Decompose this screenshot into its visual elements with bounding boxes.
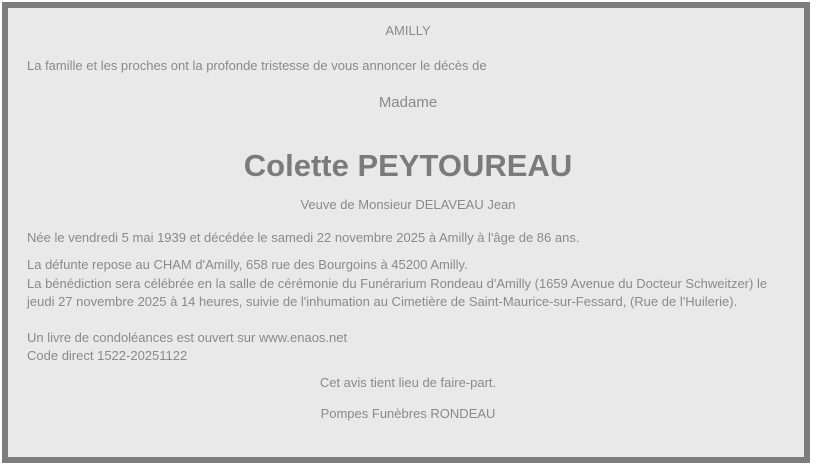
death-notice-content <box>8 8 804 424</box>
announcement-intro: La famille et les proches ont la profonde tristesse de vous annoncer le décès de <box>27 57 487 73</box>
repose-ceremony-paragraph <box>27 256 789 312</box>
city-title: AMILLY <box>385 23 431 38</box>
repose-line: La défunte repose au CHAM d'Amilly, 658 rue des Bourgoins à 45200 Amilly. <box>27 257 468 272</box>
death-notice-card <box>2 2 810 463</box>
life-dates-line: Née le vendredi 5 mai 1939 et décédée le samedi 22 novembre 2025 à Amilly à l'âge de 86 ans. <box>27 229 580 245</box>
faire-part-line: Cet avis tient lieu de faire-part. <box>319 374 497 390</box>
deceased-name: Colette PEYTOUREAU <box>243 148 573 183</box>
civility-title: Madame <box>378 94 438 111</box>
condolences-book-line: Un livre de condoléances est ouvert sur www.enaos.net <box>27 329 348 345</box>
funeral-home-line: Pompes Funèbres RONDEAU <box>320 406 496 421</box>
condolences-code-line: Code direct 1522-20251122 <box>27 348 188 363</box>
condolences-paragraph <box>27 329 789 366</box>
ceremony-line: La bénédiction sera célébrée en la salle de cérémonie du Funérarium Rondeau d'Amilly (1659 Avenue du Docteur Schweitzer) le jeudi 27 novembre 2025 à 14 heures, suivie de l'inhumation au Cimetière de Saint-Maurice-sur-Fessard, (Rue de l'Huilerie). <box>27 275 768 309</box>
relation-line: Veuve de Monsieur DELAVEAU Jean <box>300 197 516 212</box>
